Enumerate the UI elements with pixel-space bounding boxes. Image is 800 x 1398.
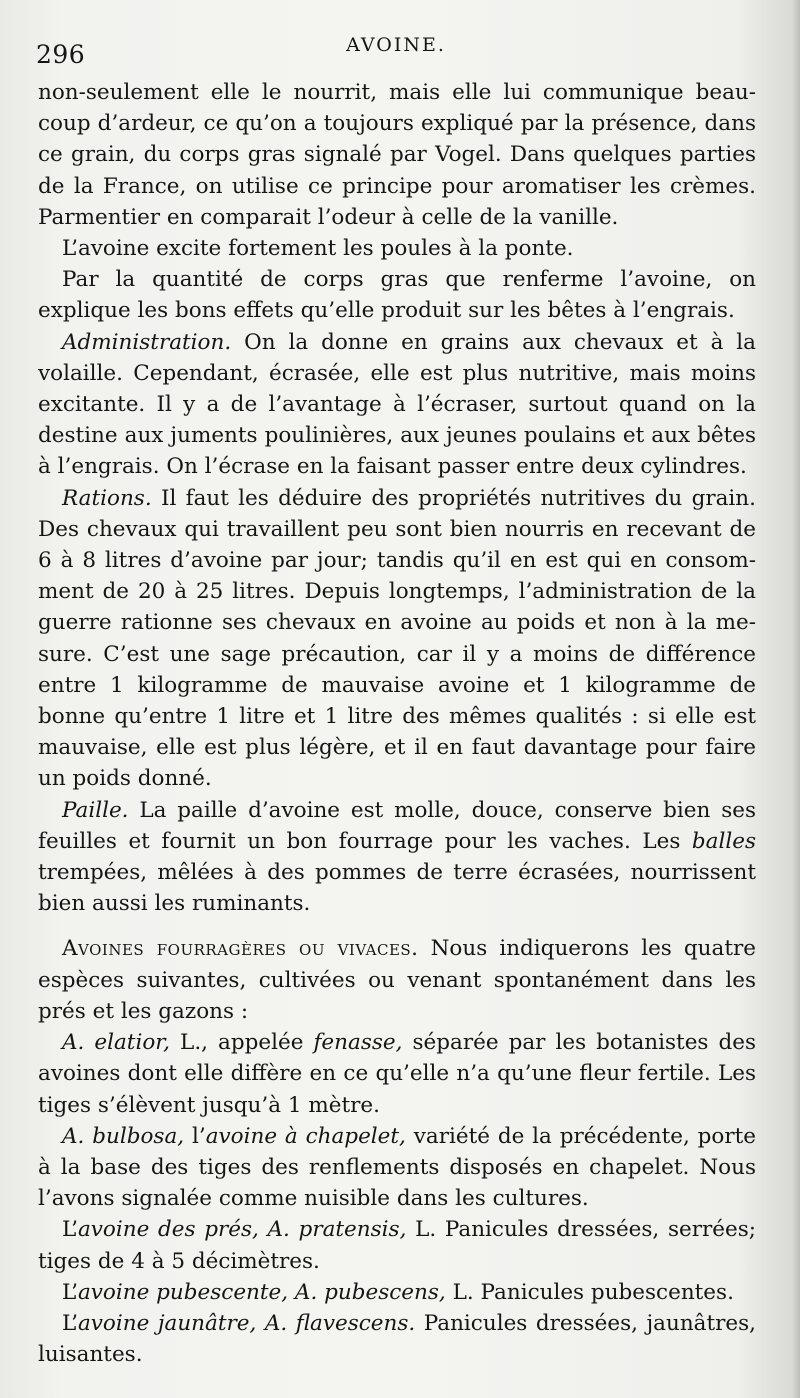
paragraph-text: L’avoine excite fortement les poules à la ponte. bbox=[62, 236, 574, 262]
paragraph-intro bbox=[38, 77, 756, 233]
species-name-pubescens: avoine pubescente, A. pubescens, bbox=[77, 1279, 446, 1305]
italic-term: fenasse, bbox=[313, 1030, 403, 1056]
species-name-flavescens: avoine jaunâtre, A. flavescens. bbox=[77, 1310, 416, 1336]
paragraph-text: Par la quantité de corps gras que renferme l’avoine, on explique les bons effets qu’elle produit sur les bêtes à l’engrais. bbox=[38, 267, 756, 324]
paragraph-text: Il faut les déduire des propriétés nutritives du grain. Des chevaux qui travaillent peu sont bien nourris en recevant de 6 à 8 litres d’avoine par jour; tandis qu’il en est qui en consom-ment de 20 à 25 litres. Depuis longtemps, l’administration de la guerre rationne ses chevaux en avoine au poids et non à la me-sure. C’est une sage précaution, car il y a moins de différence entre 1 kilogramme de mauvaise avoine et 1 kilogramme de bonne qu’entre 1 litre et 1 litre des mêmes qualités : si elle est mauvaise, elle est plus légère, et il en faut davantage pour faire un poids donné. bbox=[38, 485, 756, 792]
paragraph-text: L. Panicules dressées, serrées; tiges de 4 à 5 décimètres. bbox=[38, 1217, 756, 1274]
paragraph-paille bbox=[38, 795, 756, 920]
italic-term: avoine à chapelet, bbox=[205, 1123, 406, 1149]
paragraph-text: L’ bbox=[62, 1310, 78, 1336]
paragraph-text: L’ bbox=[62, 1279, 78, 1305]
body-text bbox=[38, 77, 756, 1370]
section-heading-avoines-fourrageres: Avoines fourragères ou vivaces. bbox=[62, 936, 419, 962]
section-lead-administration: Administration. bbox=[62, 329, 232, 355]
paragraph-corps-gras bbox=[38, 264, 756, 326]
paragraph-flavescens bbox=[38, 1308, 756, 1370]
section-lead-paille: Paille. bbox=[62, 797, 129, 823]
paragraph-text: non-seulement elle le nourrit, mais elle lui communique beau-coup d’ardeur, ce qu’on a toujours expliqué par la présence, dans ce grain, du corps gras signalé par Vogel. Dans quelques parties de la France, on utilise ce principe pour aromatiser les crèmes. Parmentier en comparait l’odeur à celle de la vanille. bbox=[38, 80, 756, 230]
paragraph-text: La paille d’avoine est molle, douce, conserve bien ses feuilles et fournit un bon fourrage pour les vaches. Les bbox=[38, 797, 756, 854]
paragraph-pubescens bbox=[38, 1277, 756, 1308]
paragraph-text: L. Panicules pubescentes. bbox=[445, 1279, 734, 1305]
italic-term: balles bbox=[691, 828, 756, 854]
paragraph-text: L., appelée bbox=[170, 1030, 314, 1056]
paragraph-text: trempées, mêlées à des pommes de terre écrasées, nourrissent bien aussi les ruminants. bbox=[38, 860, 756, 917]
paragraph-text: On la donne en grains aux chevaux et à la volaille. Cependant, écrasée, elle est plus nutritive, mais moins excitante. Il y a de l’avantage à l’écraser, surtout quand on la destine aux juments poulinières, aux jeunes poulains et aux bêtes à l’engrais. On l’écrase en la faisant passer entre deux cylindres. bbox=[38, 329, 756, 480]
species-name-bulbosa: A. bulbosa, bbox=[62, 1123, 185, 1149]
paragraph-text: Panicules dressées, jaunâtres, luisantes. bbox=[38, 1310, 757, 1368]
paragraph-text: séparée par les botanistes des avoines dont elle diffère en ce qu’elle n’a qu’une fleur fertile. Les tiges s’élèvent jusqu’à 1 mètre. bbox=[38, 1030, 756, 1118]
paragraph-text: variété de la précédente, porte à la base des tiges des renflements disposés en chapelet. Nous l’avons signalée comme nuisible dans les cultures. bbox=[38, 1123, 757, 1212]
running-title: AVOINE. bbox=[346, 34, 446, 56]
section-lead-rations: Rations. bbox=[62, 485, 152, 511]
paragraph-elatior bbox=[38, 1027, 756, 1121]
species-name-pratensis: avoine des prés, A. pratensis, bbox=[77, 1217, 407, 1243]
page-number: 296 bbox=[36, 40, 86, 69]
paragraph-bulbosa bbox=[38, 1121, 756, 1215]
paragraph-avoines-fourrageres bbox=[38, 933, 756, 1027]
species-name-elatior: A. elatior, bbox=[62, 1030, 171, 1056]
paragraph-text: Nous indiquerons les quatre espèces suivantes, cultivées ou venant spontanément dans les prés et les gazons : bbox=[38, 936, 756, 1024]
running-head bbox=[36, 30, 756, 70]
paragraph-administration bbox=[38, 327, 756, 483]
paragraph-ponte bbox=[38, 233, 756, 264]
paragraph-rations bbox=[38, 483, 756, 795]
paragraph-pratensis bbox=[38, 1214, 756, 1276]
paragraph-text: l’ bbox=[184, 1123, 206, 1149]
paragraph-text: L’ bbox=[62, 1217, 78, 1243]
